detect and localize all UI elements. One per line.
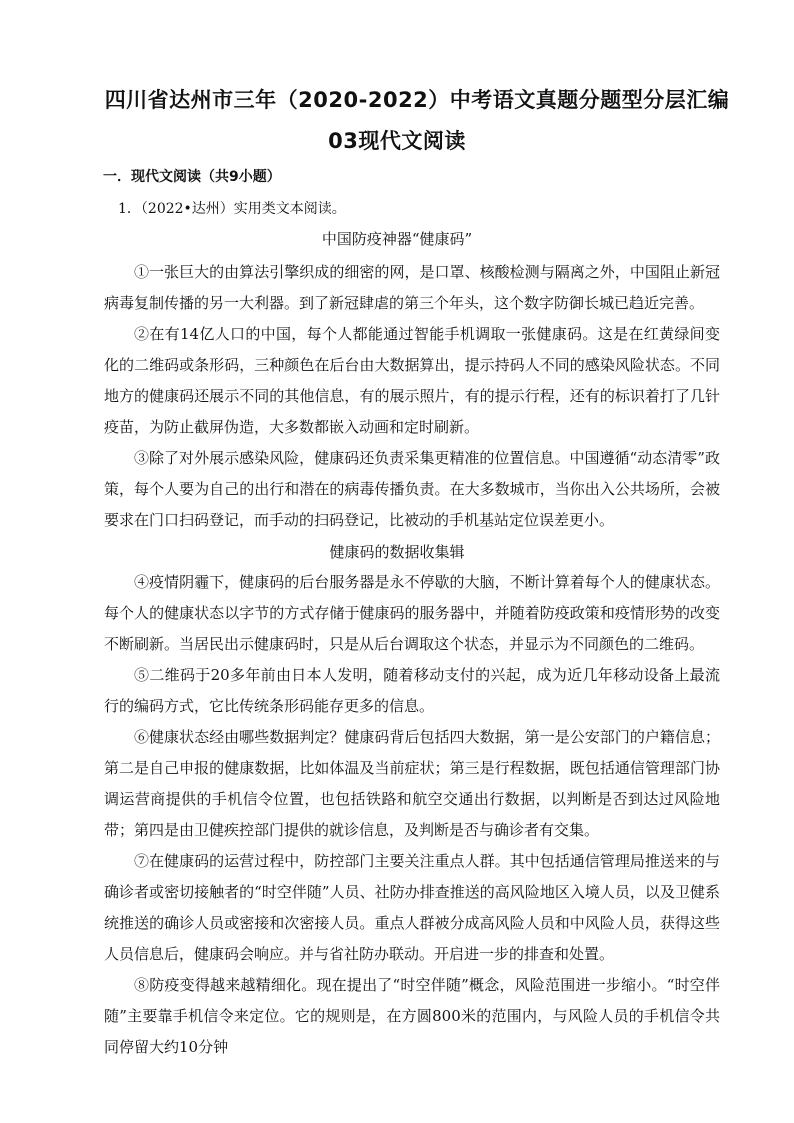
section-heading: 一．现代文阅读（共9小题） — [103, 169, 281, 185]
paragraph-6: ⑥健康状态经由哪些数据判定？健康码背后包括四大数据，第一是公安部门的户籍信息；第二是自己申报的健康数据，比如体温及当前症状；第三是行程数据，既包括通信管理部门协调运营商提供的手机信令位置，也包括铁路和航空交通出行数据，以判断是否到达过风险地带；第四是由卫健疾控部门提供的就诊信息，及判断是否与确诊者有交集。 — [104, 728, 720, 839]
paragraph-5: ⑤二维码于20多年前由日本人发明，随着移动支付的兴起，成为近几年移动设备上最流行的编码方式，它比传统条形码能存更多的信息。 — [104, 666, 720, 715]
paragraph-3: ③除了对外展示感染风险，健康码还负责采集更精准的位置信息。中国遵循“动态清零”政策，每个人要为自己的出行和潜在的病毒传播负责。在大多数城市，当你出入公共场所，会被要求在门口扫码登记，而手动的扫码登记，比被动的手机基站定位误差更小。 — [104, 449, 720, 529]
paragraph-2: ②在有14亿人口的中国，每个人都能通过智能手机调取一张健康码。这是在红黄绿间变化的二维码或条形码，三种颜色在后台由大数据算出，提示持码人不同的感染风险状态。不同地方的健康码还展示不同的其他信息，有的展示照片，有的提示行程，还有的标识着打了几针疫苗，为防止截屏伪造，大多数都嵌入动画和定时刷新。 — [104, 325, 720, 436]
document-title: 四川省达州市三年（2020-2022）中考语文真题分题型分层汇编 — [104, 88, 730, 112]
question-line: 1．（2022•达州）实用类文本阅读。 — [118, 201, 346, 217]
paragraph-1: ①一张巨大的由算法引擎织成的细密的网，是口罩、核酸检测与隔离之外，中国阻止新冠病毒复制传播的另一大利器。到了新冠肆虐的第三个年头，这个数字防御长城已趋近完善。 — [104, 263, 720, 312]
document-subtitle: 03现代文阅读 — [328, 129, 466, 153]
paragraph-4: ④疫情阴霾下，健康码的后台服务器是永不停歇的大脑，不断计算着每个人的健康状态。每个人的健康状态以字节的方式存储于健康码的服务器中，并随着防疫政策和疫情形势的改变不断刷新。当居民出示健康码时，只是从后台调取这个状态，并显示为不同颜色的二维码。 — [104, 573, 720, 653]
article-title: 中国防疫神器“健康码” — [321, 230, 473, 248]
paragraph-8: ⑧防疫变得越来越精细化。现在提出了“时空伴随”概念，风险范围进一步缩小。“时空伴随”主要靠手机信令来定位。它的规则是，在方圆800米的范围内，与风险人员的手机信令共同停留大约10分钟 — [104, 976, 720, 1056]
article-subheading: 健康码的数据收集辑 — [329, 543, 465, 561]
paragraph-7: ⑦在健康码的运营过程中，防控部门主要关注重点人群。其中包括通信管理局推送来的与确诊者或密切接触者的“时空伴随”人员、社防办排查推送的高风险地区入境人员，以及卫健系统推送的确诊人员或密接和次密接人员。重点人群被分成高风险人员和中风险人员，获得这些人员信息后，健康码会响应。并与省社防办联动。开启进一步的排查和处置。 — [104, 852, 720, 963]
